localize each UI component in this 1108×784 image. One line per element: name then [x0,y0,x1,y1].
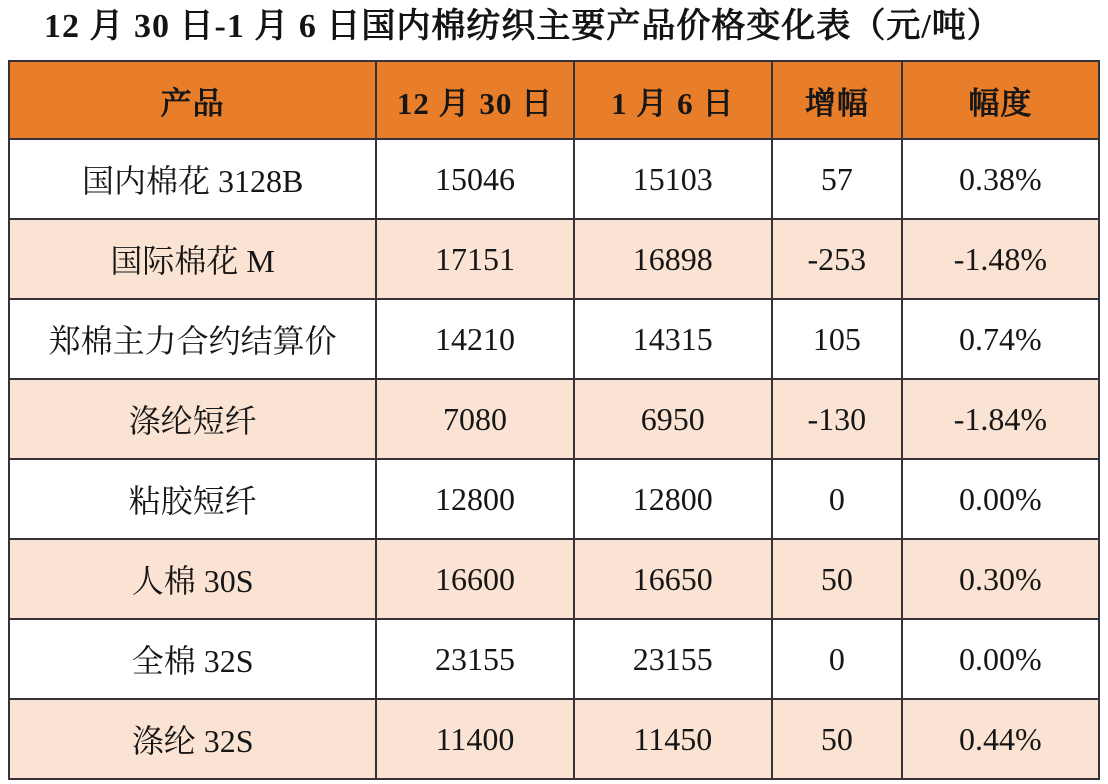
table-row [9,699,1099,779]
cell-dec30: 17151 [376,219,573,299]
cell-change: 50 [772,539,902,619]
cell-dec30: 23155 [376,619,573,699]
cell-change: -253 [772,219,902,299]
header-cell-jan6: 1 月 6 日 [574,61,772,139]
cell-jan6: 11450 [574,699,772,779]
cell-change: 105 [772,299,902,379]
cell-rate: 0.30% [902,539,1099,619]
cell-rate: 0.44% [902,699,1099,779]
cell-dec30: 15046 [376,139,573,219]
table-row [9,379,1099,459]
table-row [9,459,1099,539]
header-cell-rate: 幅度 [902,61,1099,139]
cell-product: 粘胶短纤 [9,459,376,539]
cell-product: 涤纶 32S [9,699,376,779]
cell-rate: 0.00% [902,619,1099,699]
cell-rate: 0.00% [902,459,1099,539]
cell-jan6: 12800 [574,459,772,539]
cell-jan6: 16898 [574,219,772,299]
cell-change: 0 [772,459,902,539]
cell-jan6: 16650 [574,539,772,619]
cell-rate: -1.84% [902,379,1099,459]
table-row [9,619,1099,699]
cell-rate: 0.38% [902,139,1099,219]
cell-jan6: 15103 [574,139,772,219]
cell-jan6: 23155 [574,619,772,699]
cell-product: 人棉 30S [9,539,376,619]
cell-dec30: 12800 [376,459,573,539]
price-table [8,60,1100,780]
cell-product: 全棉 32S [9,619,376,699]
cell-product: 涤纶短纤 [9,379,376,459]
header-cell-product: 产品 [9,61,376,139]
cell-product: 郑棉主力合约结算价 [9,299,376,379]
cell-jan6: 14315 [574,299,772,379]
cell-dec30: 11400 [376,699,573,779]
cell-dec30: 16600 [376,539,573,619]
cell-product: 国内棉花 3128B [9,139,376,219]
table-row [9,139,1099,219]
table-row [9,299,1099,379]
cell-product: 国际棉花 M [9,219,376,299]
cell-rate: -1.48% [902,219,1099,299]
table-row [9,539,1099,619]
cell-change: -130 [772,379,902,459]
header-row [9,61,1099,139]
cell-dec30: 7080 [376,379,573,459]
table-row [9,219,1099,299]
cell-jan6: 6950 [574,379,772,459]
page-title: 12 月 30 日-1 月 6 日国内棉纺织主要产品价格变化表（元/吨） [44,8,1002,45]
cell-dec30: 14210 [376,299,573,379]
cell-change: 0 [772,619,902,699]
cell-change: 57 [772,139,902,219]
cell-change: 50 [772,699,902,779]
header-cell-dec30: 12 月 30 日 [376,61,573,139]
cell-rate: 0.74% [902,299,1099,379]
header-cell-change: 增幅 [772,61,902,139]
